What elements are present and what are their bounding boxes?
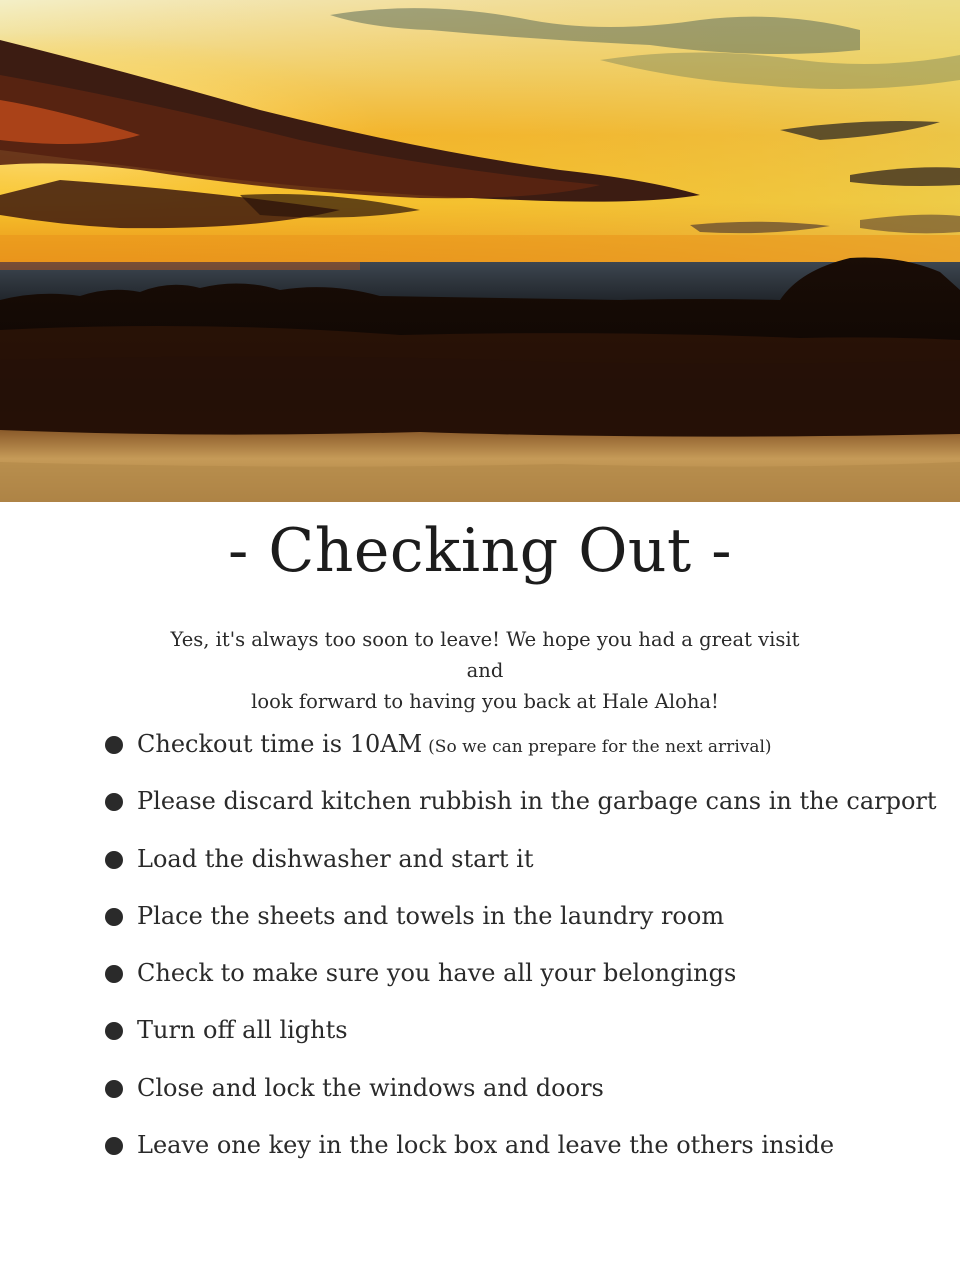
page-title: - Checking Out - [228,516,732,586]
list-item-text [137,724,772,767]
list-item-text: Load the dishwasher and start it [137,844,534,873]
list-item [0,724,960,781]
list-item [0,1010,960,1067]
list-item-label: Checkout time is 10AM [137,730,423,758]
list-item [0,896,960,953]
checkout-checklist [0,724,960,1182]
sunset-photo [0,0,960,502]
list-item-text: Check to make sure you have all your belongings [137,959,737,988]
list-item-text: Please discard kitchen rubbish in the garbage cans in the carport [137,787,937,816]
list-item [0,1068,960,1125]
bullet-icon [105,1080,123,1098]
bullet-icon [105,793,123,811]
list-item [0,781,960,838]
list-item-text: Place the sheets and towels in the laundry room [137,901,725,930]
bullet-icon [105,1137,123,1155]
list-item-text: Turn off all lights [137,1016,348,1045]
intro-line-1: Yes, it's always too soon to leave! We hope you had a great visit and [170,628,800,682]
list-item-text: Close and lock the windows and doors [137,1073,604,1102]
list-item [0,1125,960,1182]
bullet-icon [105,908,123,926]
bullet-icon [105,965,123,983]
list-item [0,839,960,896]
sunset-landscape-image [0,0,960,502]
intro-text [150,624,820,717]
intro-line-2: look forward to having you back at Hale Aloha! [251,690,719,713]
bullet-icon [105,736,123,754]
bullet-icon [105,1022,123,1040]
list-item [0,953,960,1010]
list-item-text: Leave one key in the lock box and leave the others inside [137,1131,835,1160]
bullet-icon [105,851,123,869]
list-item-note: (So we can prepare for the next arrival) [428,737,772,757]
